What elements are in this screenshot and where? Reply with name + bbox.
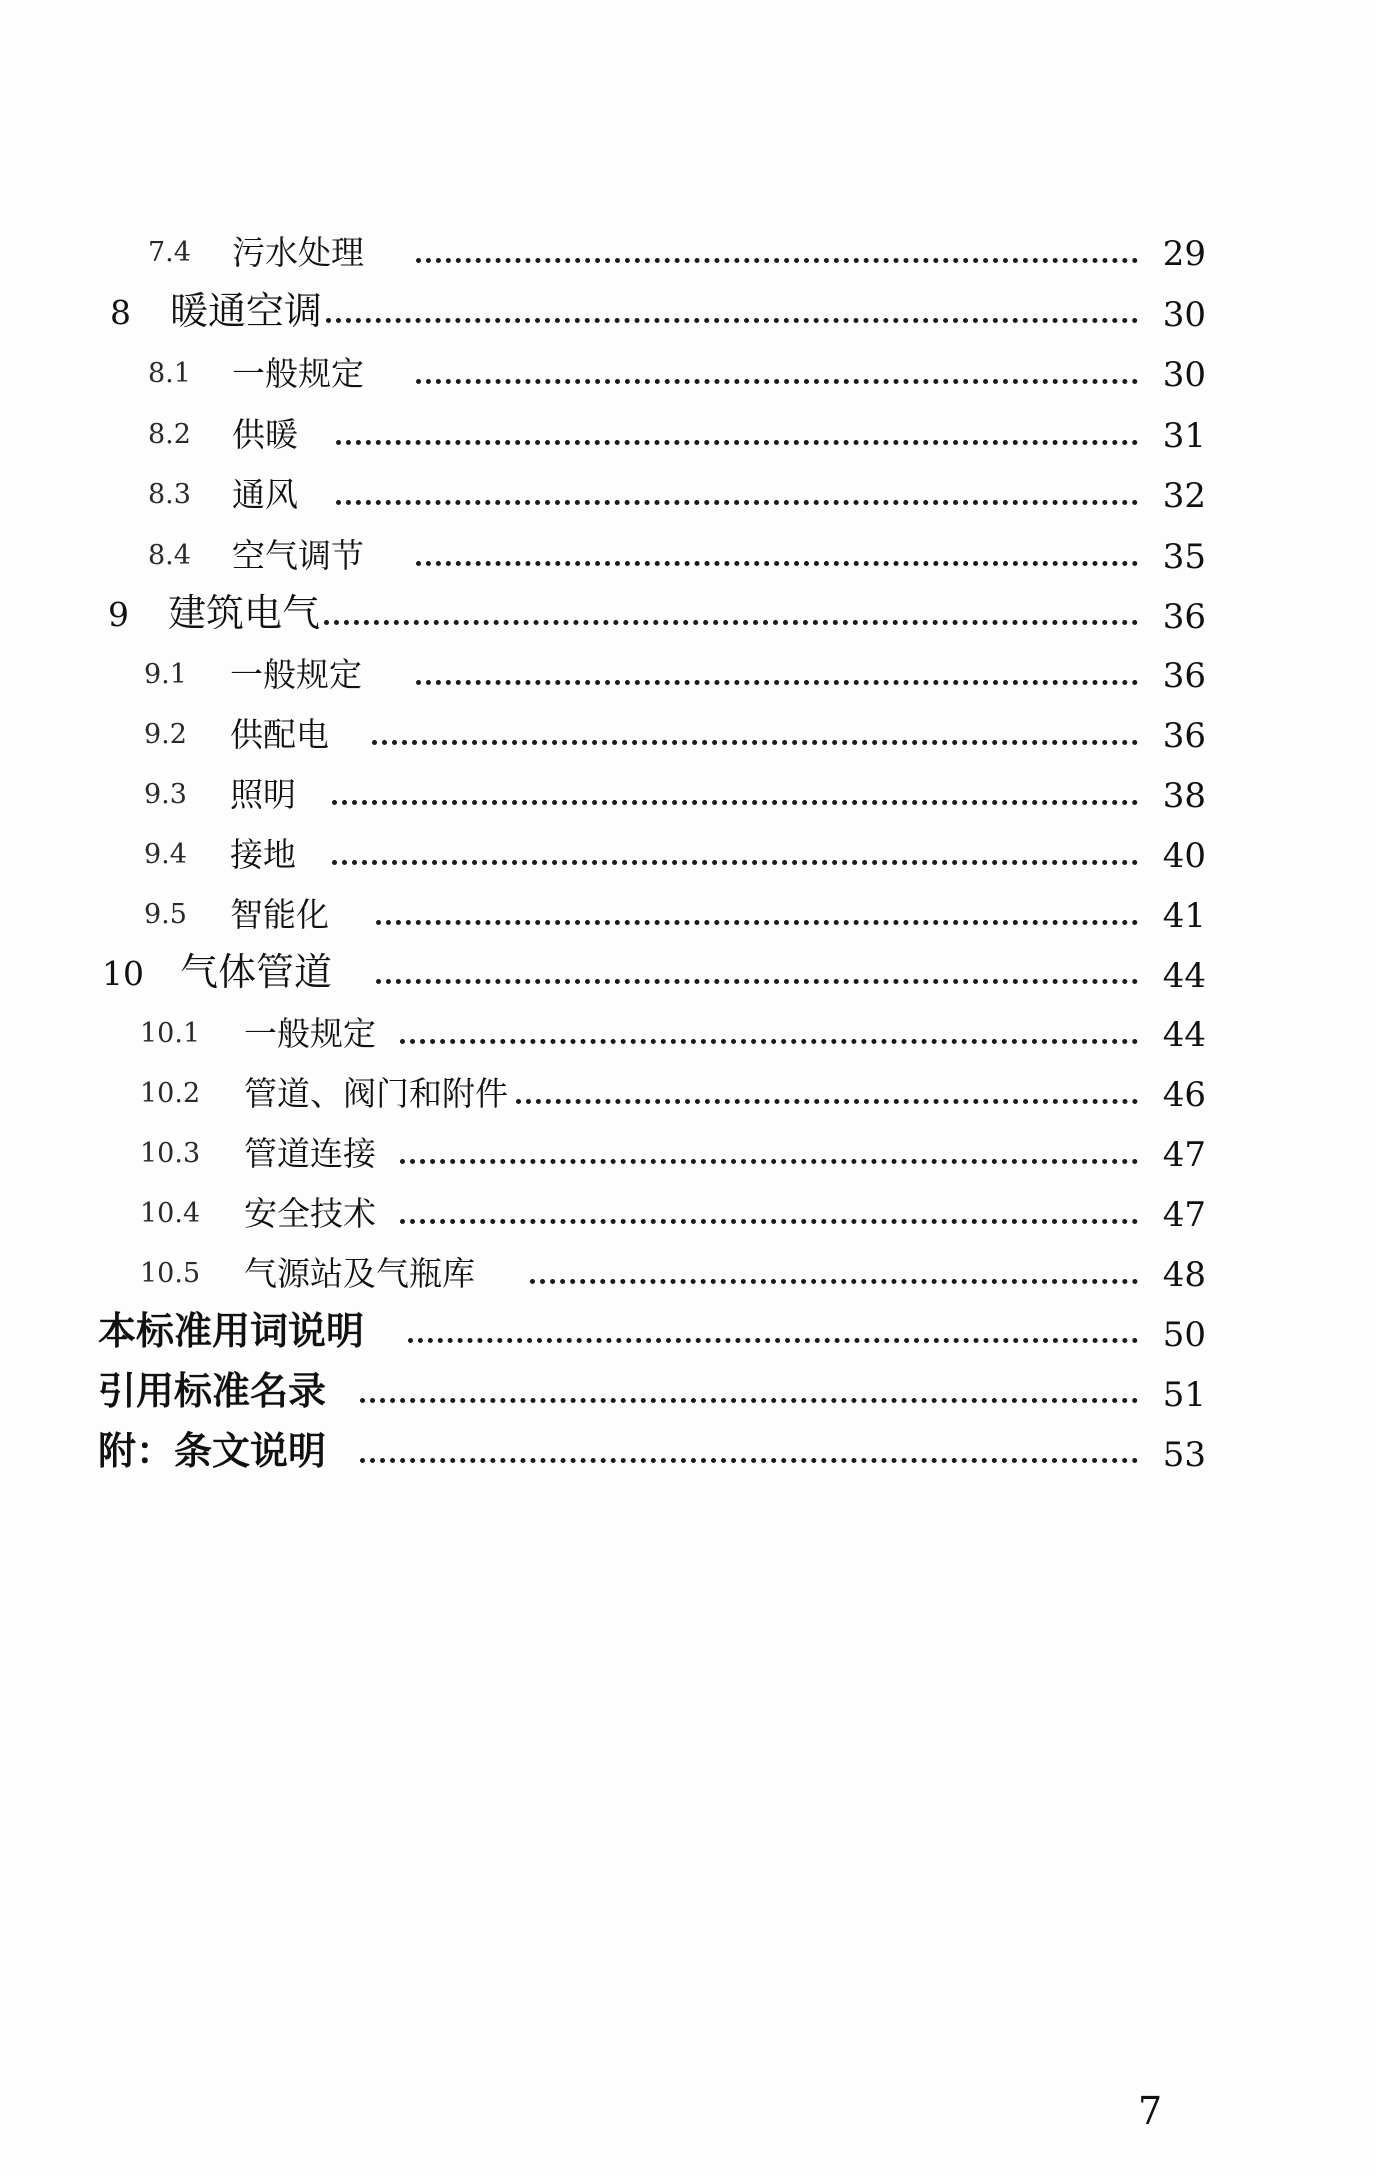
toc-entry-title: 供暖: [232, 415, 298, 454]
toc-entry-title: 本标准用词说明: [98, 1308, 365, 1353]
toc-entry-page: 29: [1162, 234, 1206, 274]
toc-entry-page: 51: [1162, 1375, 1206, 1415]
toc-entry: [0, 1071, 1376, 1131]
toc-entry: [0, 951, 1376, 1011]
toc-entry-number: 9.2: [144, 719, 187, 750]
toc-entry-number: 8.2: [148, 419, 191, 450]
toc-entry-title: 引用标准名录: [98, 1368, 327, 1413]
toc-entry-title: 一般规定: [244, 1014, 376, 1053]
toc-entry-title: 智能化: [230, 895, 329, 934]
toc-entry-title: 通风: [232, 475, 298, 514]
toc-entry: [0, 230, 1376, 290]
toc-entry-page: 47: [1162, 1135, 1206, 1175]
toc-entry-leader: [376, 920, 1138, 925]
toc-entry-number: 10: [102, 954, 144, 993]
toc-entry: [0, 592, 1376, 652]
toc-entry-page: 46: [1162, 1075, 1206, 1115]
toc-entry-title: 建筑电气: [168, 591, 321, 635]
toc-entry-leader: [336, 500, 1138, 505]
toc-entry: [0, 1131, 1376, 1191]
toc-entry: [0, 1370, 1376, 1430]
toc-entry-leader: [530, 1279, 1138, 1284]
toc-entry-page: 32: [1162, 476, 1206, 516]
toc-entry: [0, 772, 1376, 832]
toc-entry-page: 36: [1162, 716, 1206, 756]
toc-entry-number: 8.4: [148, 540, 191, 571]
toc-entry-leader: [332, 860, 1138, 865]
toc-entry-title: 附：条文说明: [98, 1428, 327, 1473]
toc-entry-title: 安全技术: [244, 1194, 376, 1233]
toc-entry-leader: [416, 680, 1138, 685]
toc-entry: [0, 1430, 1376, 1490]
toc-entry: [0, 652, 1376, 712]
toc-entry-leader: [360, 1398, 1138, 1403]
toc-entry-number: 7.4: [148, 237, 191, 268]
toc-entry-title: 气源站及气瓶库: [244, 1254, 475, 1293]
toc-entry-title: 空气调节: [232, 536, 364, 575]
toc-entry-title: 管道连接: [244, 1134, 376, 1173]
toc-entry-number: 9.5: [144, 899, 187, 930]
toc-entry-leader: [400, 1159, 1138, 1164]
toc-entry: [0, 472, 1376, 532]
toc-entry-page: 44: [1162, 956, 1206, 996]
toc-entry-leader: [372, 740, 1138, 745]
toc-entry-title: 一般规定: [230, 655, 362, 694]
toc-entry: [0, 412, 1376, 472]
toc-entry-number: 10.3: [140, 1138, 201, 1169]
toc-entry-number: 10.4: [140, 1198, 201, 1229]
toc-entry-leader: [400, 1219, 1138, 1224]
toc-entry: [0, 1191, 1376, 1251]
toc-entry-leader: [360, 1458, 1138, 1463]
toc-entry-title: 接地: [230, 835, 296, 874]
toc-entry-number: 9: [108, 595, 129, 634]
toc-entry-page: 36: [1162, 656, 1206, 696]
toc-entry-page: 53: [1162, 1435, 1206, 1475]
page-number: 7: [1138, 2089, 1163, 2133]
toc-entry-leader: [416, 379, 1138, 384]
toc-entry-page: 30: [1162, 295, 1206, 335]
toc-entry-page: 50: [1162, 1315, 1206, 1355]
toc-entry-page: 44: [1162, 1015, 1206, 1055]
toc-entry: [0, 351, 1376, 411]
toc-entry-page: 38: [1162, 776, 1206, 816]
toc-entry-page: 48: [1162, 1255, 1206, 1295]
toc-entry-title: 供配电: [230, 715, 329, 754]
toc-entry-title: 照明: [230, 775, 296, 814]
toc-entry-leader: [332, 800, 1138, 805]
toc-entry-number: 8.3: [148, 479, 191, 510]
toc-entry-leader: [400, 1039, 1138, 1044]
toc-entry-number: 9.4: [144, 839, 187, 870]
toc-entry-number: 9.3: [144, 779, 187, 810]
toc-entry-page: 40: [1162, 836, 1206, 876]
toc-entry-number: 10.5: [140, 1258, 201, 1289]
toc-entry-page: 36: [1162, 597, 1206, 637]
toc-entry-leader: [336, 440, 1138, 445]
toc-entry-leader: [416, 258, 1138, 263]
toc-entry-leader: [408, 1338, 1138, 1343]
toc-entry-leader: [416, 561, 1138, 566]
toc-entry-leader: [376, 979, 1138, 984]
toc-entry-title: 管道、阀门和附件: [244, 1074, 508, 1113]
toc-entry: [0, 290, 1376, 350]
toc-entry-page: 41: [1162, 896, 1206, 936]
toc-entry-page: 30: [1162, 355, 1206, 395]
toc-entry-page: 35: [1162, 537, 1206, 577]
toc-entry-number: 8: [110, 293, 131, 332]
toc-entry-page: 31: [1162, 416, 1206, 456]
toc-entry: [0, 892, 1376, 952]
toc-entry-number: 8.1: [148, 358, 191, 389]
toc-entry-number: 9.1: [144, 659, 187, 690]
toc-entry-number: 10.1: [140, 1018, 201, 1049]
toc-entry: [0, 1251, 1376, 1311]
toc-entry-title: 一般规定: [232, 354, 364, 393]
toc-entry-title: 气体管道: [180, 950, 333, 994]
toc-entry-number: 10.2: [140, 1078, 201, 1109]
toc-entry: [0, 1310, 1376, 1370]
toc-entry: [0, 712, 1376, 772]
toc-entry-page: 47: [1162, 1195, 1206, 1235]
toc-entry: [0, 533, 1376, 593]
toc-entry-title: 污水处理: [232, 233, 364, 272]
toc-entry-title: 暖通空调: [170, 289, 323, 333]
toc-entry: [0, 832, 1376, 892]
toc-entry: [0, 1011, 1376, 1071]
toc-entry-leader: [326, 318, 1138, 323]
toc-entry-leader: [324, 620, 1138, 625]
toc-entry-leader: [516, 1099, 1138, 1104]
